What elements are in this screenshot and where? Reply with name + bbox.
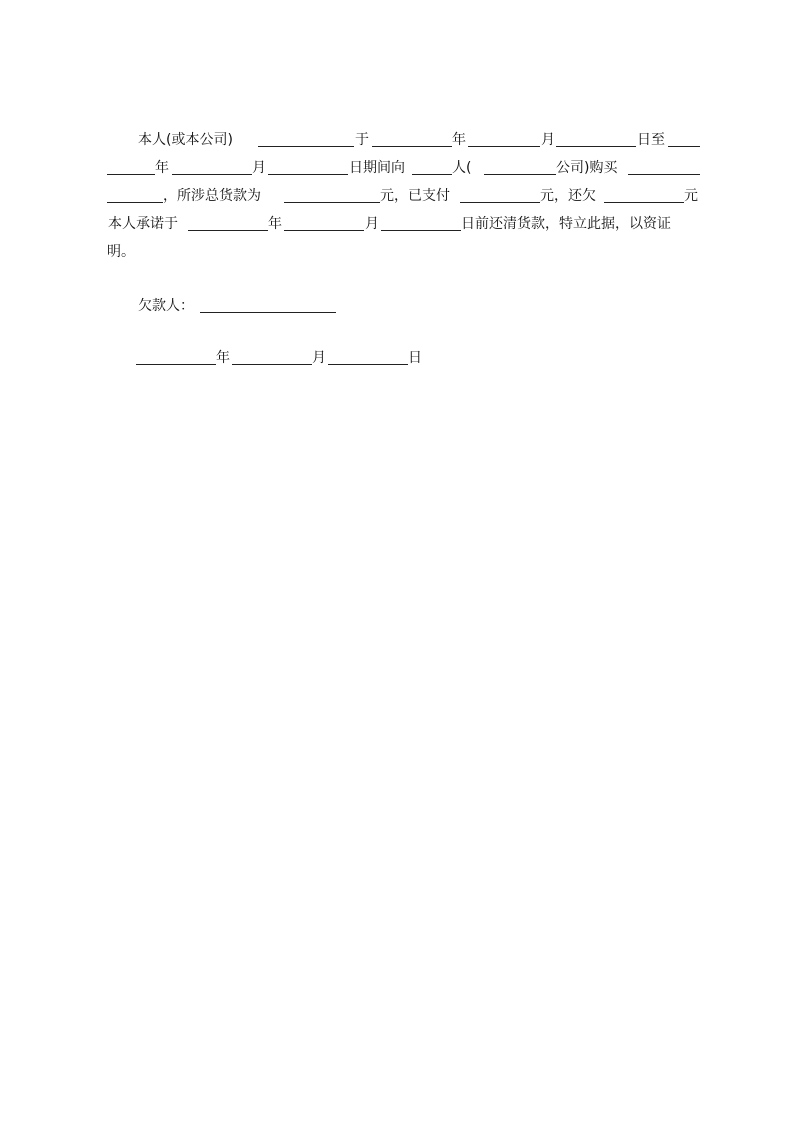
month-label: 月 bbox=[312, 350, 326, 366]
year-blank bbox=[136, 364, 216, 365]
blank-line bbox=[258, 146, 354, 147]
text-segment: ，所涉总货款为 bbox=[163, 188, 261, 204]
blank-line bbox=[484, 174, 556, 175]
text-segment: 元，还欠 bbox=[540, 188, 596, 204]
text-segment: 日期间向 bbox=[349, 160, 405, 176]
text-segment: 公司)购买 bbox=[556, 160, 618, 176]
debtor-signature-blank bbox=[200, 312, 336, 313]
blank-line bbox=[107, 174, 155, 175]
paragraph-line-2 bbox=[0, 154, 793, 182]
blank-line bbox=[604, 202, 684, 203]
day-blank bbox=[328, 364, 408, 365]
blank-line bbox=[412, 174, 452, 175]
text-segment: 元，已支付 bbox=[380, 188, 450, 204]
blank-line bbox=[284, 230, 364, 231]
debtor-line bbox=[0, 292, 793, 320]
blank-line bbox=[628, 174, 700, 175]
text-segment: 月 bbox=[541, 132, 555, 148]
blank-line bbox=[460, 202, 540, 203]
text-segment: 明。 bbox=[107, 244, 135, 260]
text-segment: 年 bbox=[155, 160, 169, 176]
blank-line bbox=[668, 146, 700, 147]
day-label: 日 bbox=[408, 350, 422, 366]
text-segment: 元 bbox=[684, 188, 698, 204]
text-segment: 日前还清货款，特立此据，以资证 bbox=[461, 216, 671, 232]
blank-line bbox=[284, 202, 380, 203]
paragraph-line-5 bbox=[0, 238, 793, 266]
blank-line bbox=[468, 146, 540, 147]
paragraph-line-3 bbox=[0, 182, 793, 210]
paragraph-line-1 bbox=[0, 126, 793, 154]
blank-line bbox=[188, 230, 268, 231]
month-blank bbox=[232, 364, 312, 365]
debtor-label: 欠款人： bbox=[138, 298, 194, 314]
blank-line bbox=[172, 174, 252, 175]
blank-line bbox=[107, 202, 163, 203]
text-segment: 年 bbox=[452, 132, 466, 148]
text-segment: 年 bbox=[268, 216, 282, 232]
blank-line bbox=[372, 146, 452, 147]
date-line bbox=[0, 344, 793, 372]
text-segment: 月 bbox=[365, 216, 379, 232]
text-segment: 于 bbox=[355, 132, 369, 148]
text-segment: 本人(或本公司) bbox=[138, 132, 233, 148]
blank-line bbox=[556, 146, 636, 147]
text-segment: 本人承诺于 bbox=[108, 216, 178, 232]
text-segment: 日至 bbox=[637, 132, 665, 148]
blank-line bbox=[268, 174, 348, 175]
text-segment: 人( bbox=[452, 160, 472, 176]
blank-line bbox=[381, 230, 461, 231]
text-segment: 月 bbox=[252, 160, 266, 176]
paragraph-line-4 bbox=[0, 210, 793, 238]
year-label: 年 bbox=[216, 350, 230, 366]
